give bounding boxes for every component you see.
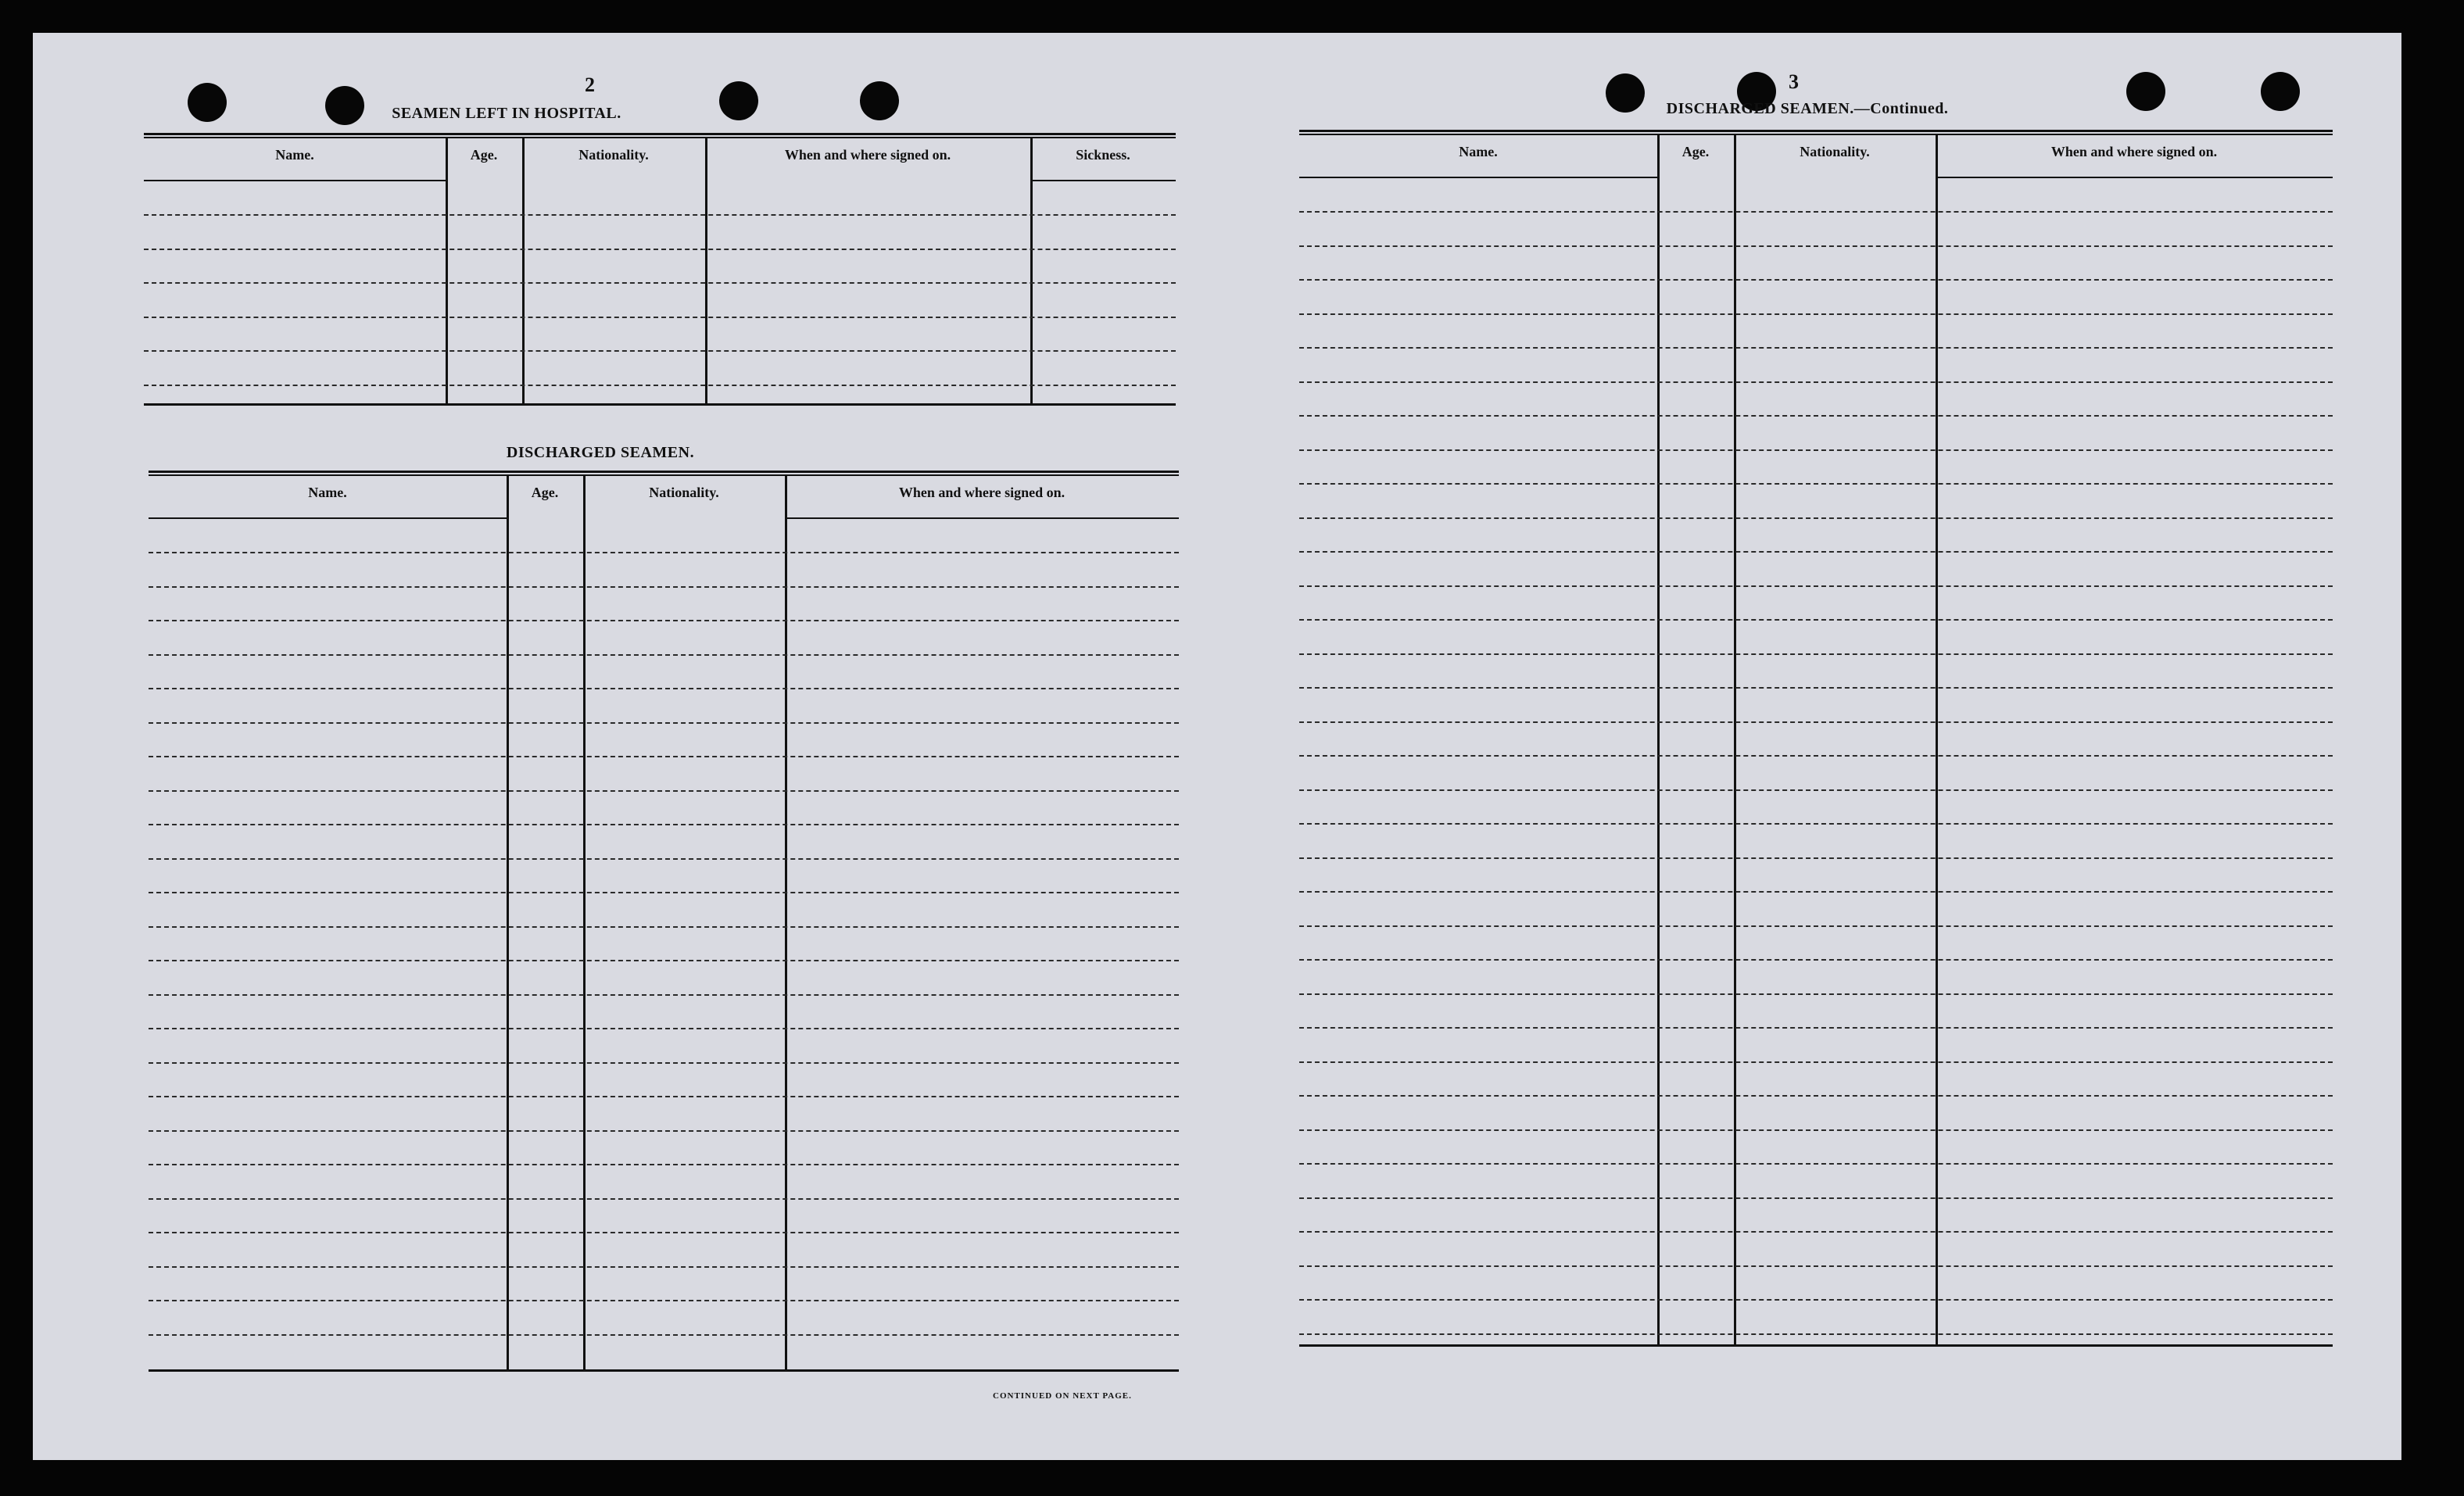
table-row	[1299, 653, 2333, 655]
table-row	[1299, 721, 2333, 723]
page-number: 2	[585, 73, 595, 96]
table-row	[1299, 687, 2333, 689]
table-bottom-rule	[144, 403, 1176, 406]
table-row	[1299, 585, 2333, 587]
table-row	[1299, 347, 2333, 349]
table-row	[149, 790, 1179, 792]
table-row	[149, 1300, 1179, 1301]
column-divider	[522, 138, 525, 403]
table-row	[1299, 245, 2333, 247]
table-row	[1299, 1231, 2333, 1233]
table-row	[1299, 1095, 2333, 1097]
table-row	[144, 385, 1176, 386]
table-row	[149, 654, 1179, 656]
table-row	[1299, 1061, 2333, 1063]
table-row	[1299, 381, 2333, 383]
table-row	[144, 317, 1176, 318]
column-header-sickness: Sickness.	[1076, 147, 1130, 163]
column-header-when-where: When and where signed on.	[2050, 144, 2218, 159]
column-header-nationality: Nationality.	[578, 147, 649, 163]
right-page	[1291, 70, 2386, 1399]
table-row	[1299, 857, 2333, 859]
table-row	[149, 1232, 1179, 1233]
table-row	[149, 1028, 1179, 1029]
table-row	[1299, 211, 2333, 213]
table-row	[1299, 1197, 2333, 1199]
table-row	[1299, 551, 2333, 553]
table-row	[149, 1096, 1179, 1097]
discharged-seamen-continued-table	[1299, 130, 2333, 1349]
table-row	[149, 926, 1179, 928]
table-row	[144, 282, 1176, 284]
table-row	[149, 756, 1179, 757]
table-row	[149, 1334, 1179, 1336]
column-header-age: Age.	[1681, 144, 1710, 159]
table-row	[1299, 1129, 2333, 1131]
table-row	[1299, 925, 2333, 927]
table-row	[149, 892, 1179, 893]
table-row	[1299, 449, 2333, 451]
table-row	[1299, 823, 2333, 825]
column-header-age: Age.	[470, 147, 498, 163]
column-header-when-where: When and where signed on.	[784, 147, 951, 163]
section-title-seamen-left-in-hospital: SEAMEN LEFT IN HOSPITAL.	[392, 105, 621, 122]
table-row	[1299, 415, 2333, 417]
table-row	[149, 1266, 1179, 1268]
table-row	[149, 586, 1179, 588]
hospital-table	[144, 133, 1176, 405]
table-row	[1299, 517, 2333, 519]
table-row	[149, 1164, 1179, 1165]
table-row	[1299, 1333, 2333, 1335]
table-row	[149, 722, 1179, 724]
column-header-name: Name.	[275, 147, 314, 163]
table-row	[1299, 959, 2333, 961]
table-row	[149, 824, 1179, 825]
table-row	[149, 1198, 1179, 1200]
column-divider	[583, 475, 586, 1369]
table-row	[144, 350, 1176, 352]
left-page	[108, 70, 1202, 1399]
table-row	[149, 858, 1179, 860]
column-header-name: Name.	[308, 485, 347, 500]
column-divider	[785, 475, 787, 1369]
table-row	[1299, 891, 2333, 893]
table-row	[149, 552, 1179, 553]
table-row	[149, 994, 1179, 996]
table-row	[1299, 1163, 2333, 1165]
table-bottom-rule	[1299, 1344, 2333, 1347]
table-row	[149, 620, 1179, 621]
section-title-discharged-seamen-continued: DISCHARGED SEAMEN.—Continued.	[1666, 100, 1949, 117]
table-row	[149, 1062, 1179, 1064]
column-divider	[507, 475, 509, 1369]
column-divider	[446, 138, 448, 403]
table-row	[149, 960, 1179, 961]
column-header-when-where: When and where signed on.	[898, 485, 1065, 500]
table-row	[1299, 755, 2333, 757]
table-row	[1299, 279, 2333, 281]
table-row	[1299, 789, 2333, 791]
table-row	[1299, 1027, 2333, 1029]
table-row	[1299, 993, 2333, 995]
column-divider	[1030, 138, 1033, 403]
column-header-name: Name.	[1459, 144, 1498, 159]
discharged-seamen-table	[149, 471, 1179, 1377]
table-row	[1299, 1265, 2333, 1267]
table-row	[1299, 313, 2333, 315]
table-row	[144, 249, 1176, 250]
continued-note: CONTINUED ON NEXT PAGE.	[993, 1391, 1132, 1401]
table-bottom-rule	[149, 1369, 1179, 1372]
table-row	[1299, 619, 2333, 621]
column-header-nationality: Nationality.	[649, 485, 719, 500]
document-sheet	[33, 33, 2401, 1460]
column-header-age: Age.	[531, 485, 559, 500]
page-number: 3	[1789, 70, 1799, 93]
table-row	[149, 1130, 1179, 1132]
table-row	[1299, 483, 2333, 485]
table-row	[1299, 1299, 2333, 1301]
column-divider	[705, 138, 707, 403]
table-row	[144, 214, 1176, 216]
column-header-nationality: Nationality.	[1800, 144, 1870, 159]
table-row	[149, 688, 1179, 689]
section-title-discharged-seamen: DISCHARGED SEAMEN.	[506, 444, 695, 461]
